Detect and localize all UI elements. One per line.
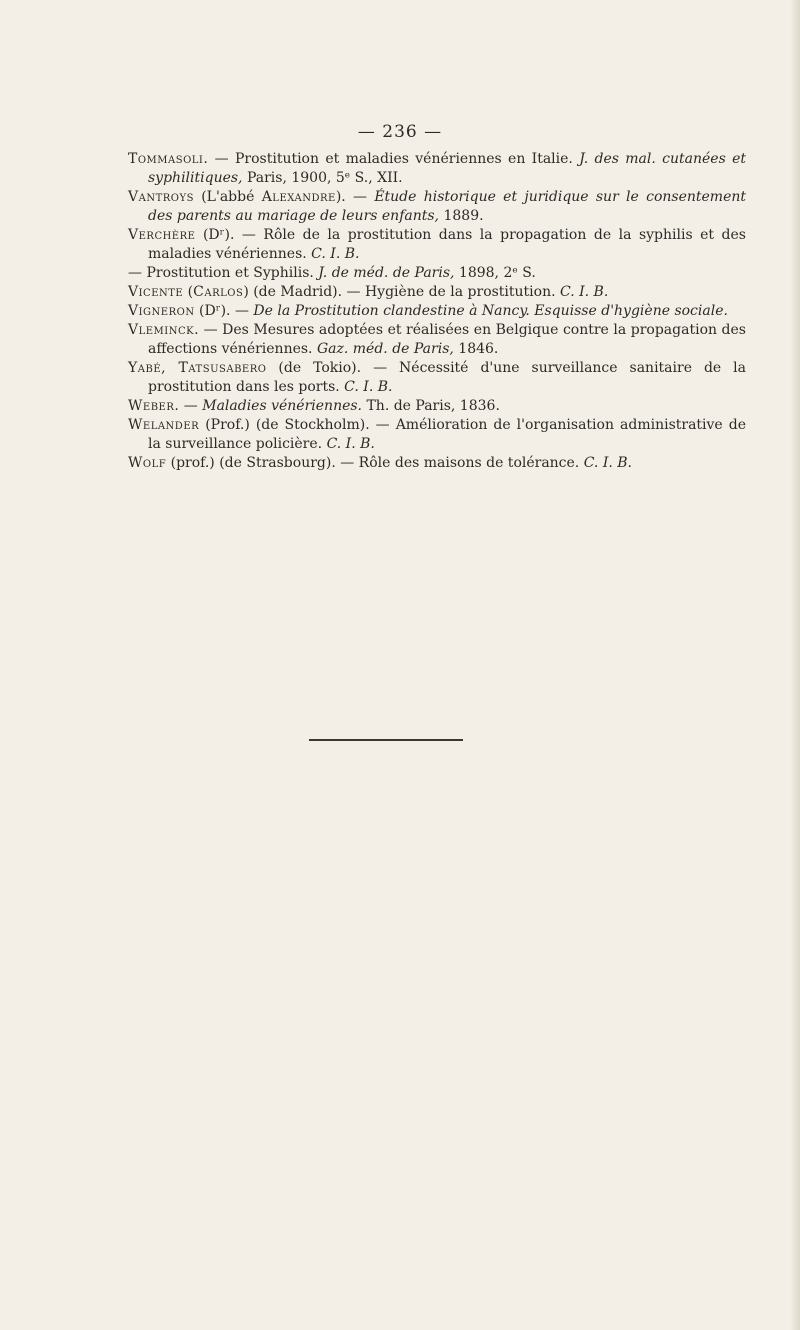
entry-text: ) (de Madrid). — Hygiène de la prostitution.	[243, 284, 561, 300]
bibliography-entry	[128, 454, 746, 473]
bibliography-entry	[128, 226, 746, 264]
closing-rule	[309, 739, 463, 741]
entry-author: Vantroys	[128, 189, 194, 205]
page-number: — 236 —	[357, 122, 443, 142]
entry-text: —	[179, 398, 203, 414]
entry-text: — Prostitution et Syphilis.	[128, 265, 319, 281]
entry-author: Vleminck.	[128, 322, 200, 338]
entry-text: (prof.) (de Strasbourg). — Rôle des maisons de tolérance.	[166, 455, 584, 471]
entry-details: 1889.	[439, 208, 484, 224]
entry-author: Tommasoli.	[128, 151, 209, 167]
entry-journal: C. I. B.	[344, 379, 393, 395]
entry-details: 1846.	[453, 341, 499, 357]
entry-title: De la Prostitution clandestine à Nancy. Esquisse d'hygiène sociale.	[253, 303, 728, 319]
entry-details: Th. de Paris, 1836.	[362, 398, 500, 414]
entry-text: (Dʳ). —	[194, 303, 254, 319]
entry-author: Weber.	[128, 398, 180, 414]
entry-author: Wolf	[128, 455, 167, 471]
entry-journal: J. de méd. de Paris,	[318, 265, 455, 281]
page-edge	[790, 0, 800, 1330]
bibliography-entry	[128, 188, 746, 226]
entry-journal: C. I. B.	[326, 436, 375, 452]
entry-title: Maladies vénériennes.	[202, 398, 363, 414]
entry-author-secondary: Alexandre	[261, 189, 336, 205]
entry-text: (Prof.) (de Stockholm). — Amélioration de l'organisation administrative de la surveillance policière.	[148, 417, 746, 452]
entry-author: Vicente	[128, 284, 184, 300]
bibliography-entry	[128, 359, 746, 397]
entry-author: Welander	[128, 417, 200, 433]
entry-author: Verchère	[128, 227, 196, 243]
entry-text: (	[183, 284, 194, 300]
entry-journal: J. des mal. cutanées et syphilitiques,	[148, 151, 746, 186]
bibliography-entry	[128, 264, 746, 283]
entry-text: (L'abbé	[193, 189, 262, 205]
bibliography-entry	[128, 283, 746, 302]
entry-title: Étude historique et juridique sur le consentement des parents au mariage de leurs enfants,	[148, 189, 746, 224]
entry-text: (Dʳ). — Rôle de la prostitution dans la propagation de la syphilis et des maladies vénériennes.	[148, 227, 746, 262]
entry-text: — Des Mesures adoptées et réalisées en Belgique contre la propagation des affections vénériennes.	[148, 322, 746, 357]
entry-text: — Prostitution et maladies vénériennes en Italie.	[208, 151, 580, 167]
entry-journal: C. I. B.	[560, 284, 609, 300]
entry-details: 1898, 2ᵉ S.	[454, 265, 536, 281]
bibliography-list	[128, 150, 746, 473]
bibliography-entry	[128, 416, 746, 454]
entry-journal: C. I. B.	[311, 246, 360, 262]
entry-details: Paris, 1900, 5ᵉ S., XII.	[242, 170, 403, 186]
entry-author: Yabé, Tatsusabero	[128, 360, 267, 376]
entry-text: ). —	[335, 189, 375, 205]
entry-journal: Gaz. méd. de Paris,	[316, 341, 454, 357]
entry-author: Vigneron	[128, 303, 195, 319]
bibliography-entry	[128, 321, 746, 359]
bibliography-entry	[128, 150, 746, 188]
entry-author-secondary: Carlos	[193, 284, 244, 300]
bibliography-entry	[128, 302, 746, 321]
entry-text: (de Tokio). — Nécessité d'une surveillance sanitaire de la prostitution dans les ports.	[148, 360, 747, 395]
entry-journal: C. I. B.	[583, 455, 633, 471]
bibliography-entry	[128, 397, 746, 416]
